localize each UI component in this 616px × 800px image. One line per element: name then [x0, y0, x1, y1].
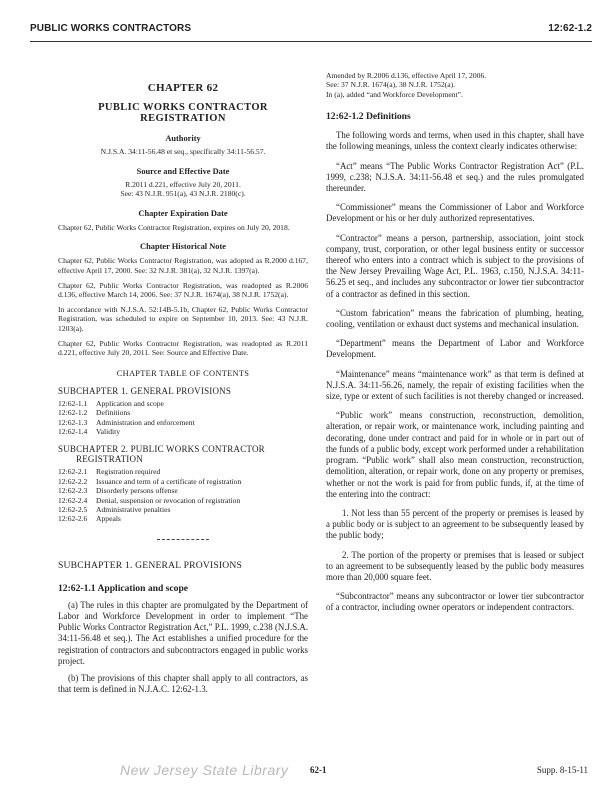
source-heading: Source and Effective Date [136, 166, 230, 176]
rule-1-1-para-b: (b) The provisions of this chapter shall apply to all contractors, as that term is defined in N.J.A.C. 12:62-1.3. [58, 673, 308, 695]
toc-item[interactable]: 12:62-2.4 Denial, suspension or revocation of registration [58, 495, 241, 505]
history-heading: Chapter Historical Note [140, 242, 226, 252]
rule-1-2-heading: 12:62-1.2 Definitions [326, 111, 411, 123]
chapter-title: PUBLIC WORKS CONTRACTOR REGISTRATION [98, 102, 268, 124]
chapter-number: CHAPTER 62 [147, 82, 219, 94]
toc-item[interactable]: 12:62-1.1 Application and scope [58, 398, 164, 408]
history-text-3: In accordance with N.J.S.A. 52:14B-5.1b, Chapter 62, Public Works Contractor Registration, was scheduled to expire on September 10, 2013. See: 43 N.J.R. 1203(a). [58, 304, 308, 333]
toc-item[interactable]: 12:62-1.4 Validity [58, 426, 121, 436]
library-watermark: New Jersey State Library [120, 762, 289, 778]
running-head [30, 21, 592, 37]
expiration-text: Chapter 62, Public Works Contractor Registration, expires on July 20, 2018. [58, 222, 290, 232]
section-divider [157, 539, 209, 540]
toc-subchapter-1-heading: SUBCHAPTER 1. GENERAL PROVISIONS [58, 385, 232, 396]
rule-1-1-heading: 12:62-1.1 Application and scope [58, 582, 189, 594]
toc-item[interactable]: 12:62-2.6 Appeals [58, 514, 121, 524]
definition-act: “Act” means “The Public Works Contractor Registration Act” (P.L. 1999, c.238; N.J.S.A. 34:11-56.48 et seq.) and the rules promulgated thereunder. [326, 160, 584, 194]
source-text-1: R.2011 d.221, effective July 20, 2011. [125, 179, 241, 189]
toc-subchapter-1-list [58, 399, 308, 437]
toc-subchapter-2-heading-cont: REGISTRATION [76, 454, 143, 465]
subchapter-1-heading: SUBCHAPTER 1. GENERAL PROVISIONS [58, 559, 243, 571]
toc-subchapter-2-list [58, 467, 308, 523]
toc-item[interactable]: 12:62-1.2 Definitions [58, 408, 131, 418]
definitions-intro: The following words and terms, when used in this chapter, shall have the following meanings, unless the context clearly indicates otherwise: [326, 130, 584, 152]
authority-heading: Authority [165, 134, 201, 143]
amendment-note-2: See: 37 N.J.R. 1674(a), 38 N.J.R. 1752(a). [326, 80, 456, 90]
amendment-note-1: Amended by R.2006 d.136, effective April 17, 2006. [326, 71, 487, 80]
left-column [58, 72, 308, 695]
expiration-heading: Chapter Expiration Date [138, 208, 228, 218]
source-text-2: See: 43 N.J.R. 951(a), 43 N.J.R. 2180(c). [120, 189, 246, 199]
right-column [326, 67, 584, 614]
authority-text: N.J.S.A. 34:11-56.48 et seq., specifically 34:11-56.57. [100, 147, 266, 156]
toc-item[interactable]: 12:62-2.3 Disorderly persons offense [58, 486, 178, 496]
definition-custom-fabrication: “Custom fabrication” means the fabrication of plumbing, heating, cooling, ventilation or exhaust duct systems and mechanical insulation. [326, 307, 584, 330]
rule-1-1-para-a: (a) The rules in this chapter are promulgated by the Department of Labor and Workforce Development in order to implement “The Public Works Contractor Registration Act,” P.L. 1999, c.238 (N.J.S.A. 34:11-56.48 et seq.). The Act establishes a unified procedure for the registration of contractors and subcontractors engaged in public works project. [58, 599, 308, 666]
supplement-date: Supp. 8-15-11 [536, 765, 588, 775]
header-rule [30, 41, 592, 42]
public-work-item-1: 1. Not less than 55 percent of the property or premises is leased by a public body or is subject to an agreement to be subsequently leased by the public body; [326, 507, 584, 541]
definition-department: “Department” means the Department of Labor and Workforce Development. [326, 338, 584, 360]
toc-item[interactable]: 12:62-1.3 Administration and enforcement [58, 417, 195, 427]
running-head-section: 12:62-1.2 [548, 23, 592, 34]
toc-item[interactable]: 12:62-2.1 Registration required [58, 467, 161, 477]
history-text-4: Chapter 62, Public Works Contractor Registration, was readopted as R.2011 d.221, effective July 20, 2011. See: Source and Effective Date. [58, 338, 308, 358]
public-work-item-2: 2. The portion of the property or premises that is leased or subject to an agreement to be subsequently leased by the public body measures more than 20,000 square feet. [326, 549, 584, 582]
history-text-1: Chapter 62, Public Works Contractor Registration, was adopted as R.2000 d.167, effective April 17, 2000. See: 32 N.J.R. 381(a), 32 N.J.R. 1397(a). [58, 256, 308, 275]
toc-item[interactable]: 12:62-2.5 Administrative penalties [58, 504, 171, 514]
page-footer [0, 762, 616, 784]
amendment-note-3: In (a), added “and Workforce Development”. [326, 89, 463, 99]
definition-public-work: “Public work” means construction, reconstruction, demolition, alteration, or repair work, or maintenance work, including painting and decorating, done under contract and paid for in whole or in part out of the funds of a public body, except work performed under a rehabilitation program. “Public work” shall also mean construction, reconstruction, demolition, alteration, or repair work, done on any property or premises, whether or not the work is paid for from public funds, if, at the time of the entering into the contract: [326, 410, 584, 499]
toc-item[interactable]: 12:62-2.2 Issuance and term of a certificate of registration [58, 476, 242, 486]
toc-heading: CHAPTER TABLE OF CONTENTS [116, 368, 250, 378]
definition-commissioner: “Commissioner” means the Commissioner of Labor and Workforce Development or his or her duly authorized representatives. [326, 202, 584, 224]
definition-contractor: “Contractor” means a person, partnership, association, joint stock company, trust, corporation, or other legal business entity or successor thereof who enters into a contract which is subject to the provisions of the New Jersey Prevailing Wage Act, P.L. 1963, c.150, N.J.S.A. 34:11-56.25 et seq., and includes any subcontractor or lower tier subcontractor of a contractor as defined in this section. [326, 232, 584, 299]
definition-subcontractor: “Subcontractor” means any subcontractor or lower tier subcontractor of a contractor, including owner operators or independent contractors. [326, 591, 584, 613]
toc-subchapter-2-heading: SUBCHAPTER 2. PUBLIC WORKS CONTRACTOR [58, 444, 265, 455]
running-head-title: PUBLIC WORKS CONTRACTORS [30, 23, 192, 34]
definition-maintenance: “Maintenance” means “maintenance work” as that term is defined at N.J.S.A. 34:11-56.26, namely, the repair of existing facilities when the size, type or extent of such facilities is not thereby changed or increased. [326, 368, 584, 402]
page-number: 62-1 [310, 765, 327, 775]
history-text-2: Chapter 62, Public Works Contractor Registration, was readopted as R.2006 d.136, effective March 14, 2006. See: 37 N.J.R. 1674(a), 38 N.J.R. 1752(a). [58, 280, 308, 300]
